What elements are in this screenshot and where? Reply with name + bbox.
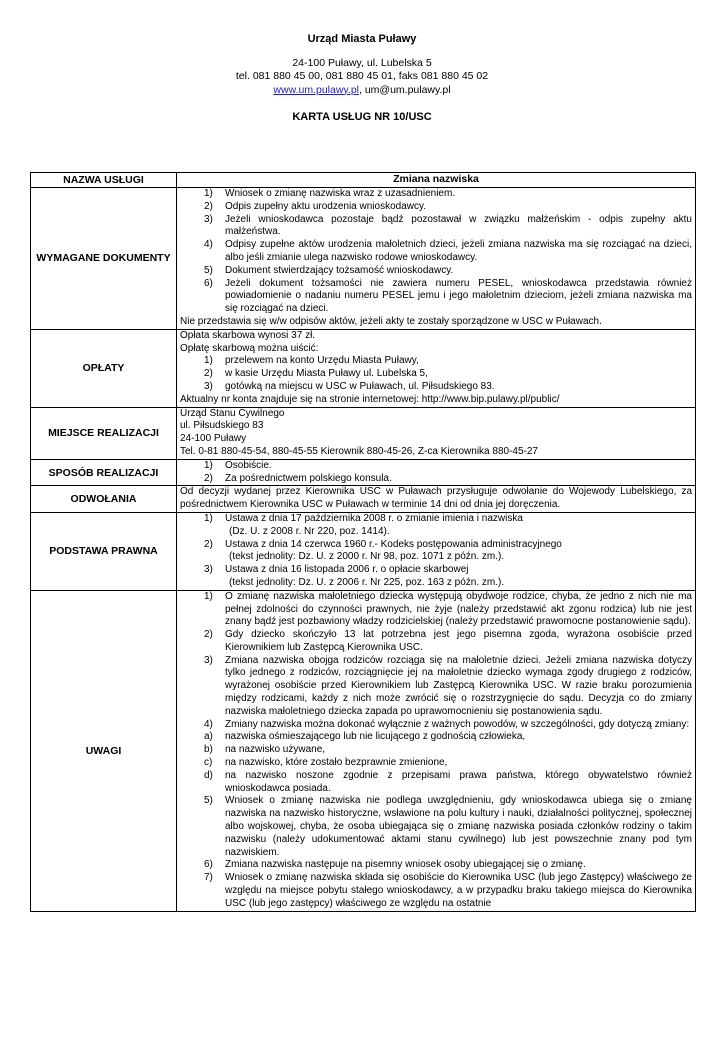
service-name-value: Zmiana nazwiska xyxy=(177,173,696,188)
list-item-citation: (Dz. U. z 2008 r. Nr 220, poz. 1414). xyxy=(229,525,390,537)
list-item xyxy=(180,770,692,796)
list-item-text: przelewem na konto Urzędu Miasta Puławy, xyxy=(225,355,419,367)
list-item xyxy=(180,201,692,214)
list-item-number: c) xyxy=(204,757,213,769)
method-label: SPOSÓB REALIZACJI xyxy=(31,459,177,486)
list-item xyxy=(180,859,692,872)
list-item xyxy=(180,795,692,859)
list-item xyxy=(180,757,692,770)
list-item-number: 1) xyxy=(204,512,213,524)
list-item-text: Wniosek o zmianę nazwiska składa się osobiście do Kierownika USC (lub jego Zastępcy) właściwego ze względu na miejsce pobytu stałego wnioskodawcy, a w przypadku braku takiego miejsca do Kierownika USC (lub jego zastępcy) właściwego ze względu na ostatnie xyxy=(225,872,692,909)
list-item-number: 1) xyxy=(204,459,213,471)
list-item-text: Gdy dziecko skończyło 13 lat potrzebna jest jego pisemna zgoda, wyrażona osobiście przed Kierownikiem lub Zastępcą Kierownika USC. xyxy=(225,629,692,653)
list-item-number: 4) xyxy=(204,239,213,251)
list-item-text: na nazwisko, które zostało bezprawnie zmienione, xyxy=(225,757,448,769)
list-item-citation: (tekst jednolity: Dz. U. z 2000 r. Nr 98, poz. 1071 z późn. zm.). xyxy=(229,551,505,563)
list-item-text: Jeżeli wnioskodawca pozostaje bądź pozostawał w związku małżeńskim - odpis zupełny aktu małżeństwa. xyxy=(225,213,692,238)
list-item xyxy=(180,872,692,910)
list-item-text: Wniosek o zmianę nazwiska wraz z uzasadnieniem. xyxy=(225,188,456,199)
table-header-row xyxy=(31,173,696,188)
place-line: Tel. 0-81 880-45-54, 880-45-55 Kierownik 880-45-26, Z-ca Kierownika 880-45-27 xyxy=(180,445,538,457)
list-item-text: Zmiana nazwiska następuje na pisemny wniosek osoby ubiegającej się o zmianę. xyxy=(225,859,586,871)
place-content xyxy=(177,407,696,459)
appeal-row xyxy=(31,486,696,513)
list-item xyxy=(180,278,692,316)
list-item xyxy=(180,564,692,590)
list-item-text: Osobiście. xyxy=(225,459,272,471)
notes-label: UWAGI xyxy=(31,590,177,911)
list-item-citation: (tekst jednolity: Dz. U. z 2006 r. Nr 225, poz. 163 z późn. zm.). xyxy=(229,576,505,588)
list-item-number: a) xyxy=(204,731,213,743)
service-card-table xyxy=(30,172,696,912)
docs-row xyxy=(31,188,696,330)
list-item-text: na nazwisko używane, xyxy=(225,744,326,756)
document-page xyxy=(0,33,724,1057)
list-item xyxy=(180,355,692,368)
list-item-number: 2) xyxy=(204,368,213,380)
list-item xyxy=(180,539,692,565)
list-item-number: 7) xyxy=(204,872,213,884)
list-item xyxy=(180,473,692,486)
list-item-text: Za pośrednictwem polskiego konsula. xyxy=(225,472,392,484)
legal-label: PODSTAWA PRAWNA xyxy=(31,512,177,590)
legal-row xyxy=(31,512,696,590)
list-item xyxy=(180,591,692,629)
method-content xyxy=(177,459,696,486)
list-item-text: Wniosek o zmianę nazwiska nie podlega uwzględnieniu, gdy wnioskodawca ubiega się o zmianę nazwiska na nazwisko historyczne, wsławione na polu kultury i nauki, działalności politycznej, społecznej albo wojskowej, chyba, że osoba ubiegająca się o zmianę nazwiska posiada członków rodziny o takim nazwisku (należy udokumentować aktami stanu cywilnego) lub jest powszechnie znany pod tym nazwiskiem. xyxy=(225,795,692,858)
appeal-label: ODWOŁANIA xyxy=(31,486,177,513)
list-item xyxy=(180,381,692,394)
list-item-number: 2) xyxy=(204,472,213,484)
list-item-text: O zmianę nazwiska małoletniego dziecka występują obydwoje rodzice, chyba, że jedno z nich nie ma pełnej zdolności do czynności prawnych, nie żyje (należy przedstawić akt zgonu rodzica) lub nie jest znany bądź jest pozbawiony władzy rodzicielskiej (należy przedstawić prawomocne postanowienie sądu). xyxy=(225,590,692,628)
list-item-number: 3) xyxy=(204,654,213,666)
list-item xyxy=(180,265,692,278)
list-item-text: Ustawa z dnia 17 października 2008 r. o zmianie imienia i nazwiska xyxy=(225,512,523,524)
office-address: 24-100 Puławy, ul. Lubelska 5 xyxy=(292,56,432,69)
appeal-content: Od decyzji wydanej przez Kierownika USC w Puławach przysługuje odwołanie do Wojewody Lubelskiego, za pośrednictwem Kierownika USC w Puławach w terminie 14 dni od dnia jej doręczenia. xyxy=(177,486,696,513)
list-item xyxy=(180,214,692,240)
list-item-number: 6) xyxy=(204,859,213,871)
list-item-text: Dokument stwierdzający tożsamość wnioskodawcy. xyxy=(225,264,454,276)
list-item-text: Odpisy zupełne aktów urodzenia małoletnich dzieci, jeżeli zmiana nazwiska ma się rozciągać na dzieci, albo jeśli zmianie ulega nazwisko rodowe wnioskodawcy. xyxy=(225,239,692,263)
list-item-text: Zmiany nazwiska można dokonać wyłącznie z ważnych powodów, w szczególności, gdy dotyczą zmiany: xyxy=(225,718,690,730)
list-item-number: 1) xyxy=(204,188,213,199)
office-phones: tel. 081 880 45 00, 081 880 45 01, faks 081 880 45 02 xyxy=(235,70,489,82)
place-label: MIEJSCE REALIZACJI xyxy=(31,407,177,459)
list-item-number: b) xyxy=(204,744,213,756)
card-title: KARTA USŁUG NR 10/USC xyxy=(292,111,432,123)
list-item-number: 5) xyxy=(204,795,213,807)
document-header xyxy=(0,33,724,125)
fees-note: Aktualny nr konta znajduje się na stronie internetowej: http://www.bip.pulawy.pl/public/ xyxy=(180,393,560,405)
notes-content xyxy=(177,590,696,911)
list-item-text: Odpis zupełny aktu urodzenia wnioskodawcy. xyxy=(225,200,427,212)
list-item xyxy=(180,368,692,381)
list-item-number: 4) xyxy=(204,718,213,730)
fees-amount: Opłata skarbowa wynosi 37 zł. xyxy=(180,329,316,341)
list-item xyxy=(180,188,692,201)
place-line: 24-100 Puławy xyxy=(180,433,247,445)
list-item xyxy=(180,629,692,655)
list-item-number: 3) xyxy=(204,564,213,576)
office-web-line xyxy=(0,84,724,98)
list-item xyxy=(180,655,692,719)
legal-content xyxy=(177,512,696,590)
list-item-number: 6) xyxy=(204,277,213,289)
list-item-number: 1) xyxy=(204,590,213,602)
list-item xyxy=(180,744,692,757)
fees-methods-intro: Opłatę skarbową można uiścić: xyxy=(180,342,319,354)
list-item-text: na nazwisko noszone zgodnie z przepisami prawa państwa, którego obywatelstwo również wnioskodawca posiada. xyxy=(225,769,692,794)
docs-note: Nie przedstawia się w/w odpisów aktów, jeżeli akty te zostały sporządzone w USC w Puławach. xyxy=(180,315,602,327)
list-item-number: 5) xyxy=(204,264,213,276)
place-line: ul. Piłsudskiego 83 xyxy=(180,420,264,432)
list-item-text: Jeżeli dokument tożsamości nie zawiera numeru PESEL, wnioskodawca przedstawia również powiadomienie o nadaniu numeru PESEL jemu i jego małoletnim dzieciom, jeżeli zmiana nazwiska ma się rozciągać na dzieci. xyxy=(225,277,692,315)
place-line: Urząd Stanu Cywilnego xyxy=(180,407,285,419)
list-item-number: 3) xyxy=(204,380,213,392)
list-item xyxy=(180,719,692,732)
list-item-number: 3) xyxy=(204,213,213,225)
docs-content xyxy=(177,188,696,330)
list-item-number: 1) xyxy=(204,355,213,367)
legal-list xyxy=(180,513,692,590)
list-item-text: Ustawa z dnia 14 czerwca 1960 r.- Kodeks postępowania administracyjnego xyxy=(225,538,562,550)
list-item-text: Zmiana nazwiska obojga rodziców rozciąga się na małoletnie dzieci. Jeżeli zmiana nazwiska dotyczy tylko jednego z rodziców, rozciągnięcie jej na małoletnie dziecko wymaga zgody drugiego z rodziców, wyrażonej osobiście przed Kierownikiem lub Zastępcą Kierownika USC. W razie braku porozumienia między rodzicami, każdy z nich może zwrócić się o rozstrzygnięcie do sądu. Decyzja co do zmiany nazwiska małoletniego dziecka zapada po uprawomocnieniu się postanowienia sądu. xyxy=(225,654,692,717)
place-row xyxy=(31,407,696,459)
office-email: , um@um.pulawy.pl xyxy=(359,83,451,96)
list-item-text: nazwiska ośmieszającego lub nie licującego z godnością człowieka, xyxy=(225,731,526,743)
docs-label: WYMAGANE DOKUMENTY xyxy=(31,188,177,330)
list-item xyxy=(180,731,692,744)
list-item xyxy=(180,513,692,539)
list-item-number: 2) xyxy=(204,200,213,212)
fees-row xyxy=(31,329,696,407)
website-link[interactable]: www.um.pulawy.pl xyxy=(273,83,359,96)
fees-list xyxy=(180,355,692,393)
fees-label: OPŁATY xyxy=(31,329,177,407)
list-item-text: gotówką na miejscu w USC w Puławach, ul. Piłsudskiego 83. xyxy=(225,380,495,392)
list-item xyxy=(180,460,692,473)
docs-list xyxy=(180,188,692,316)
list-item-text: w kasie Urzędu Miasta Puławy ul. Lubelska 5, xyxy=(225,368,428,380)
list-item-number: d) xyxy=(204,769,213,781)
list-item xyxy=(180,239,692,265)
fees-content xyxy=(177,329,696,407)
list-item-number: 2) xyxy=(204,538,213,550)
method-row xyxy=(31,459,696,486)
notes-list xyxy=(180,591,692,911)
list-item-number: 2) xyxy=(204,629,213,641)
method-list xyxy=(180,460,692,486)
office-name: Urząd Miasta Puławy xyxy=(307,33,417,45)
list-item-text: Ustawa z dnia 16 listopada 2006 r. o opłacie skarbowej xyxy=(225,564,469,576)
notes-row xyxy=(31,590,696,911)
service-name-label: NAZWA USŁUGI xyxy=(31,173,177,188)
